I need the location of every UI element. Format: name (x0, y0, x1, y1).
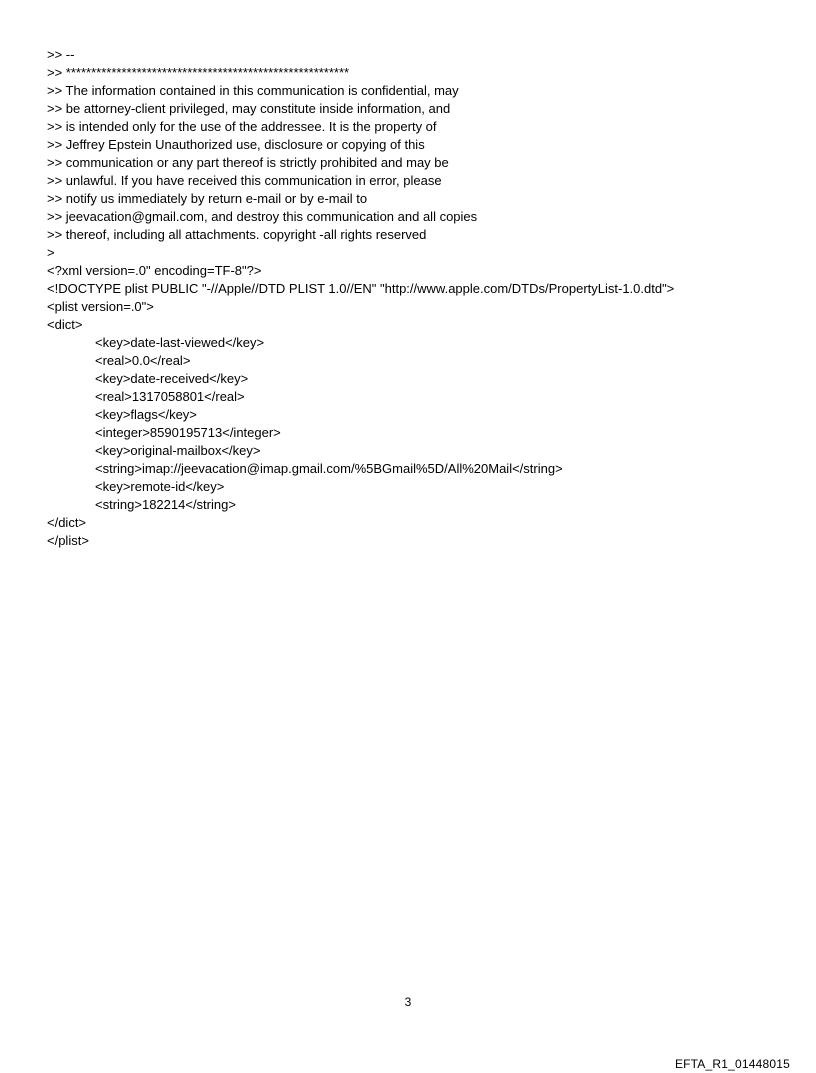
doctype-line: <!DOCTYPE plist PUBLIC "-//Apple//DTD PLIST 1.0//EN" "http://www.apple.com/DTDs/PropertyList-1.0.dtd"> (47, 281, 675, 296)
plist-entry: <key>original-mailbox</key> (95, 443, 261, 458)
text-line: >> communication or any part thereof is strictly prohibited and may be (47, 155, 449, 170)
text-line: >> Jeffrey Epstein Unauthorized use, disclosure or copying of this (47, 137, 425, 152)
text-line: >> is intended only for the use of the addressee. It is the property of (47, 119, 437, 134)
page-number: 3 (404, 995, 412, 1009)
text-line: >> -- (47, 47, 75, 62)
xml-declaration: <?xml version=.0" encoding=TF-8"?> (47, 263, 262, 278)
plist-open-tag: <plist version=.0"> (47, 299, 154, 314)
plist-entry: <key>remote-id</key> (95, 479, 225, 494)
plist-entry: <key>date-received</key> (95, 371, 249, 386)
plist-entry: <real>0.0</real> (95, 353, 191, 368)
plist-entry: <string>182214</string> (95, 497, 236, 512)
plist-entry: <string>imap://jeevacation@imap.gmail.com/%5BGmail%5D/All%20Mail</string> (95, 461, 563, 476)
text-line: >> The information contained in this communication is confidential, may (47, 83, 459, 98)
bates-number: EFTA_R1_01448015 (674, 1057, 790, 1071)
text-line: >> unlawful. If you have received this communication in error, please (47, 173, 442, 188)
plist-entry: <real>1317058801</real> (95, 389, 245, 404)
text-line: >> thereof, including all attachments. copyright -all rights reserved (47, 227, 427, 242)
text-line: >> ******************************************************** (47, 65, 350, 80)
plist-entry: <key>flags</key> (95, 407, 197, 422)
text-line: >> jeevacation@gmail.com, and destroy this communication and all copies (47, 209, 478, 224)
text-line: >> be attorney-client privileged, may constitute inside information, and (47, 101, 451, 116)
plist-entry: <integer>8590195713</integer> (95, 425, 281, 440)
plist-entry: <key>date-last-viewed</key> (95, 335, 265, 350)
dict-open-tag: <dict> (47, 317, 83, 332)
text-line: >> notify us immediately by return e-mail or by e-mail to (47, 191, 368, 206)
plist-close-tag: </plist> (47, 533, 89, 548)
dict-close-tag: </dict> (47, 515, 87, 530)
text-line: > (47, 245, 55, 260)
document-body (47, 46, 787, 550)
